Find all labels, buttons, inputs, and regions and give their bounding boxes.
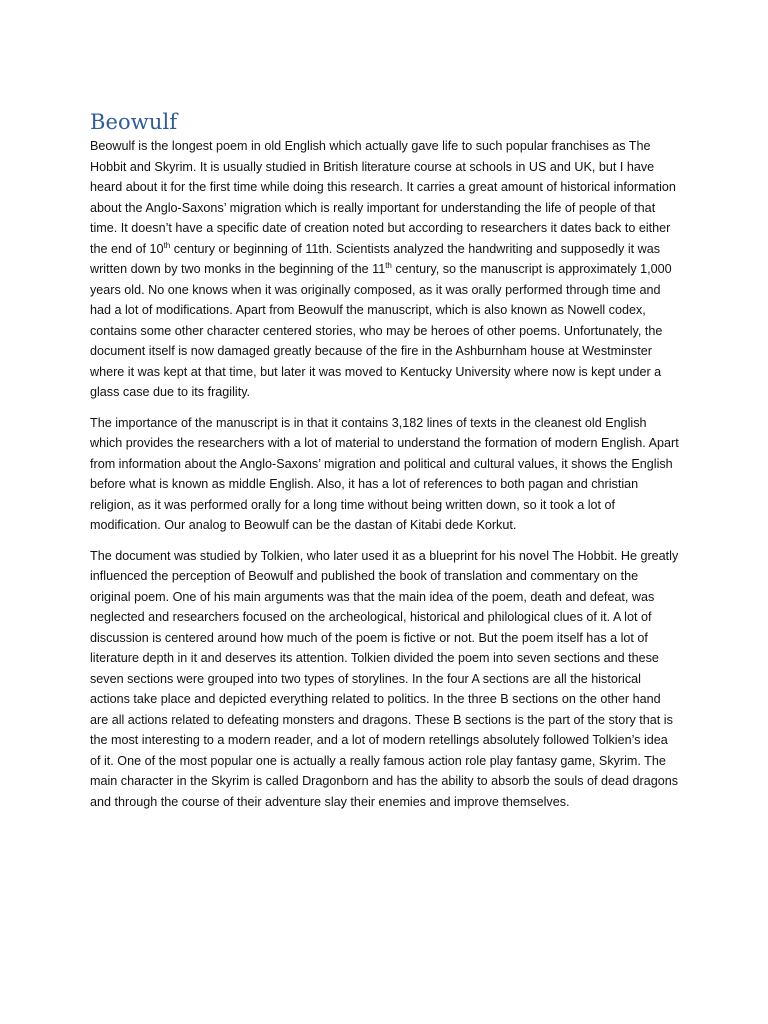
superscript-th-2: th	[385, 260, 392, 270]
paragraph-1-part-1: Beowulf is the longest poem in old English which actually gave life to such popular franchises as The Hobbit and Skyrim. It is usually studied in British literature course at schools in US and UK, but I have heard about it for the first time while doing this research. It carries a great amount of historical information about the Anglo-Saxons’ migration which is really important for understanding the life of people of that time. It doesn’t have a specific date of creation noted but according to researchers it dates back to either the end of 10	[90, 139, 676, 256]
paragraph-2: The importance of the manuscript is in that it contains 3,182 lines of texts in the cleanest old English which provides the researchers with a lot of material to understand the formation of modern English. Apart from information about the Anglo-Saxons’ migration and political and cultural values, it shows the English before what is known as middle English. Also, it has a lot of references to both pagan and christian religion, as it was performed orally for a long time without being written down, so it took a lot of modification. Our analog to Beowulf can be the dastan of Kitabi dede Korkut.	[90, 415, 679, 532]
paragraph-1-part-2: century or beginning of 11th. Scientists analyzed the handwriting and supposedly it was written down by two monks in the beginning of the 11	[90, 241, 661, 276]
document-body	[90, 108, 680, 822]
paragraph-3: The document was studied by Tolkien, who later used it as a blueprint for his novel The Hobbit. He greatly influenced the perception of Beowulf and published the book of translation and commentary on the original poem. One of his main arguments was that the main idea of the poem, death and defeat, was neglected and researchers focused on the archeological, historical and philological clues of it. A lot of discussion is centered around how much of the poem is fictive or not. But the poem itself has a lot of literature depth in it and deserves its attention. Tolkien divided the poem into seven sections and these seven sections were grouped into two types of storylines. In the four A sections are all the historical actions take place and depicted everything related to politics. In the three B sections on the other hand are all actions related to defeating monsters and dragons. These B sections is the part of the story that is the most interesting to a modern reader, and a lot of modern retellings absolutely followed Tolkien’s idea of it. One of the most popular one is actually a really famous action role play fantasy game, Skyrim. The main character in the Skyrim is called Dragonborn and has the ability to absorb the souls of dead dragons and through the course of their adventure slay their enemies and improve themselves.	[90, 548, 679, 809]
paragraph-1	[90, 136, 680, 403]
document-title: Beowulf	[90, 110, 178, 134]
superscript-th-1: th	[163, 240, 171, 250]
paragraph-1-part-3: century, so the manuscript is approximately 1,000 years old. No one knows when it was originally composed, as it was orally performed through time and had a lot of modifications. Apart from Beowulf the manuscript, which is also known as Nowell codex, contains some other character centered stories, who may be heroes of other poems. Unfortunately, the document itself is now damaged greatly because of the fire in the Ashburnham house at Westminster where it was kept at that time, but later it was moved to Kentucky University where now is kept under a glass case due to its fragility.	[90, 262, 672, 399]
